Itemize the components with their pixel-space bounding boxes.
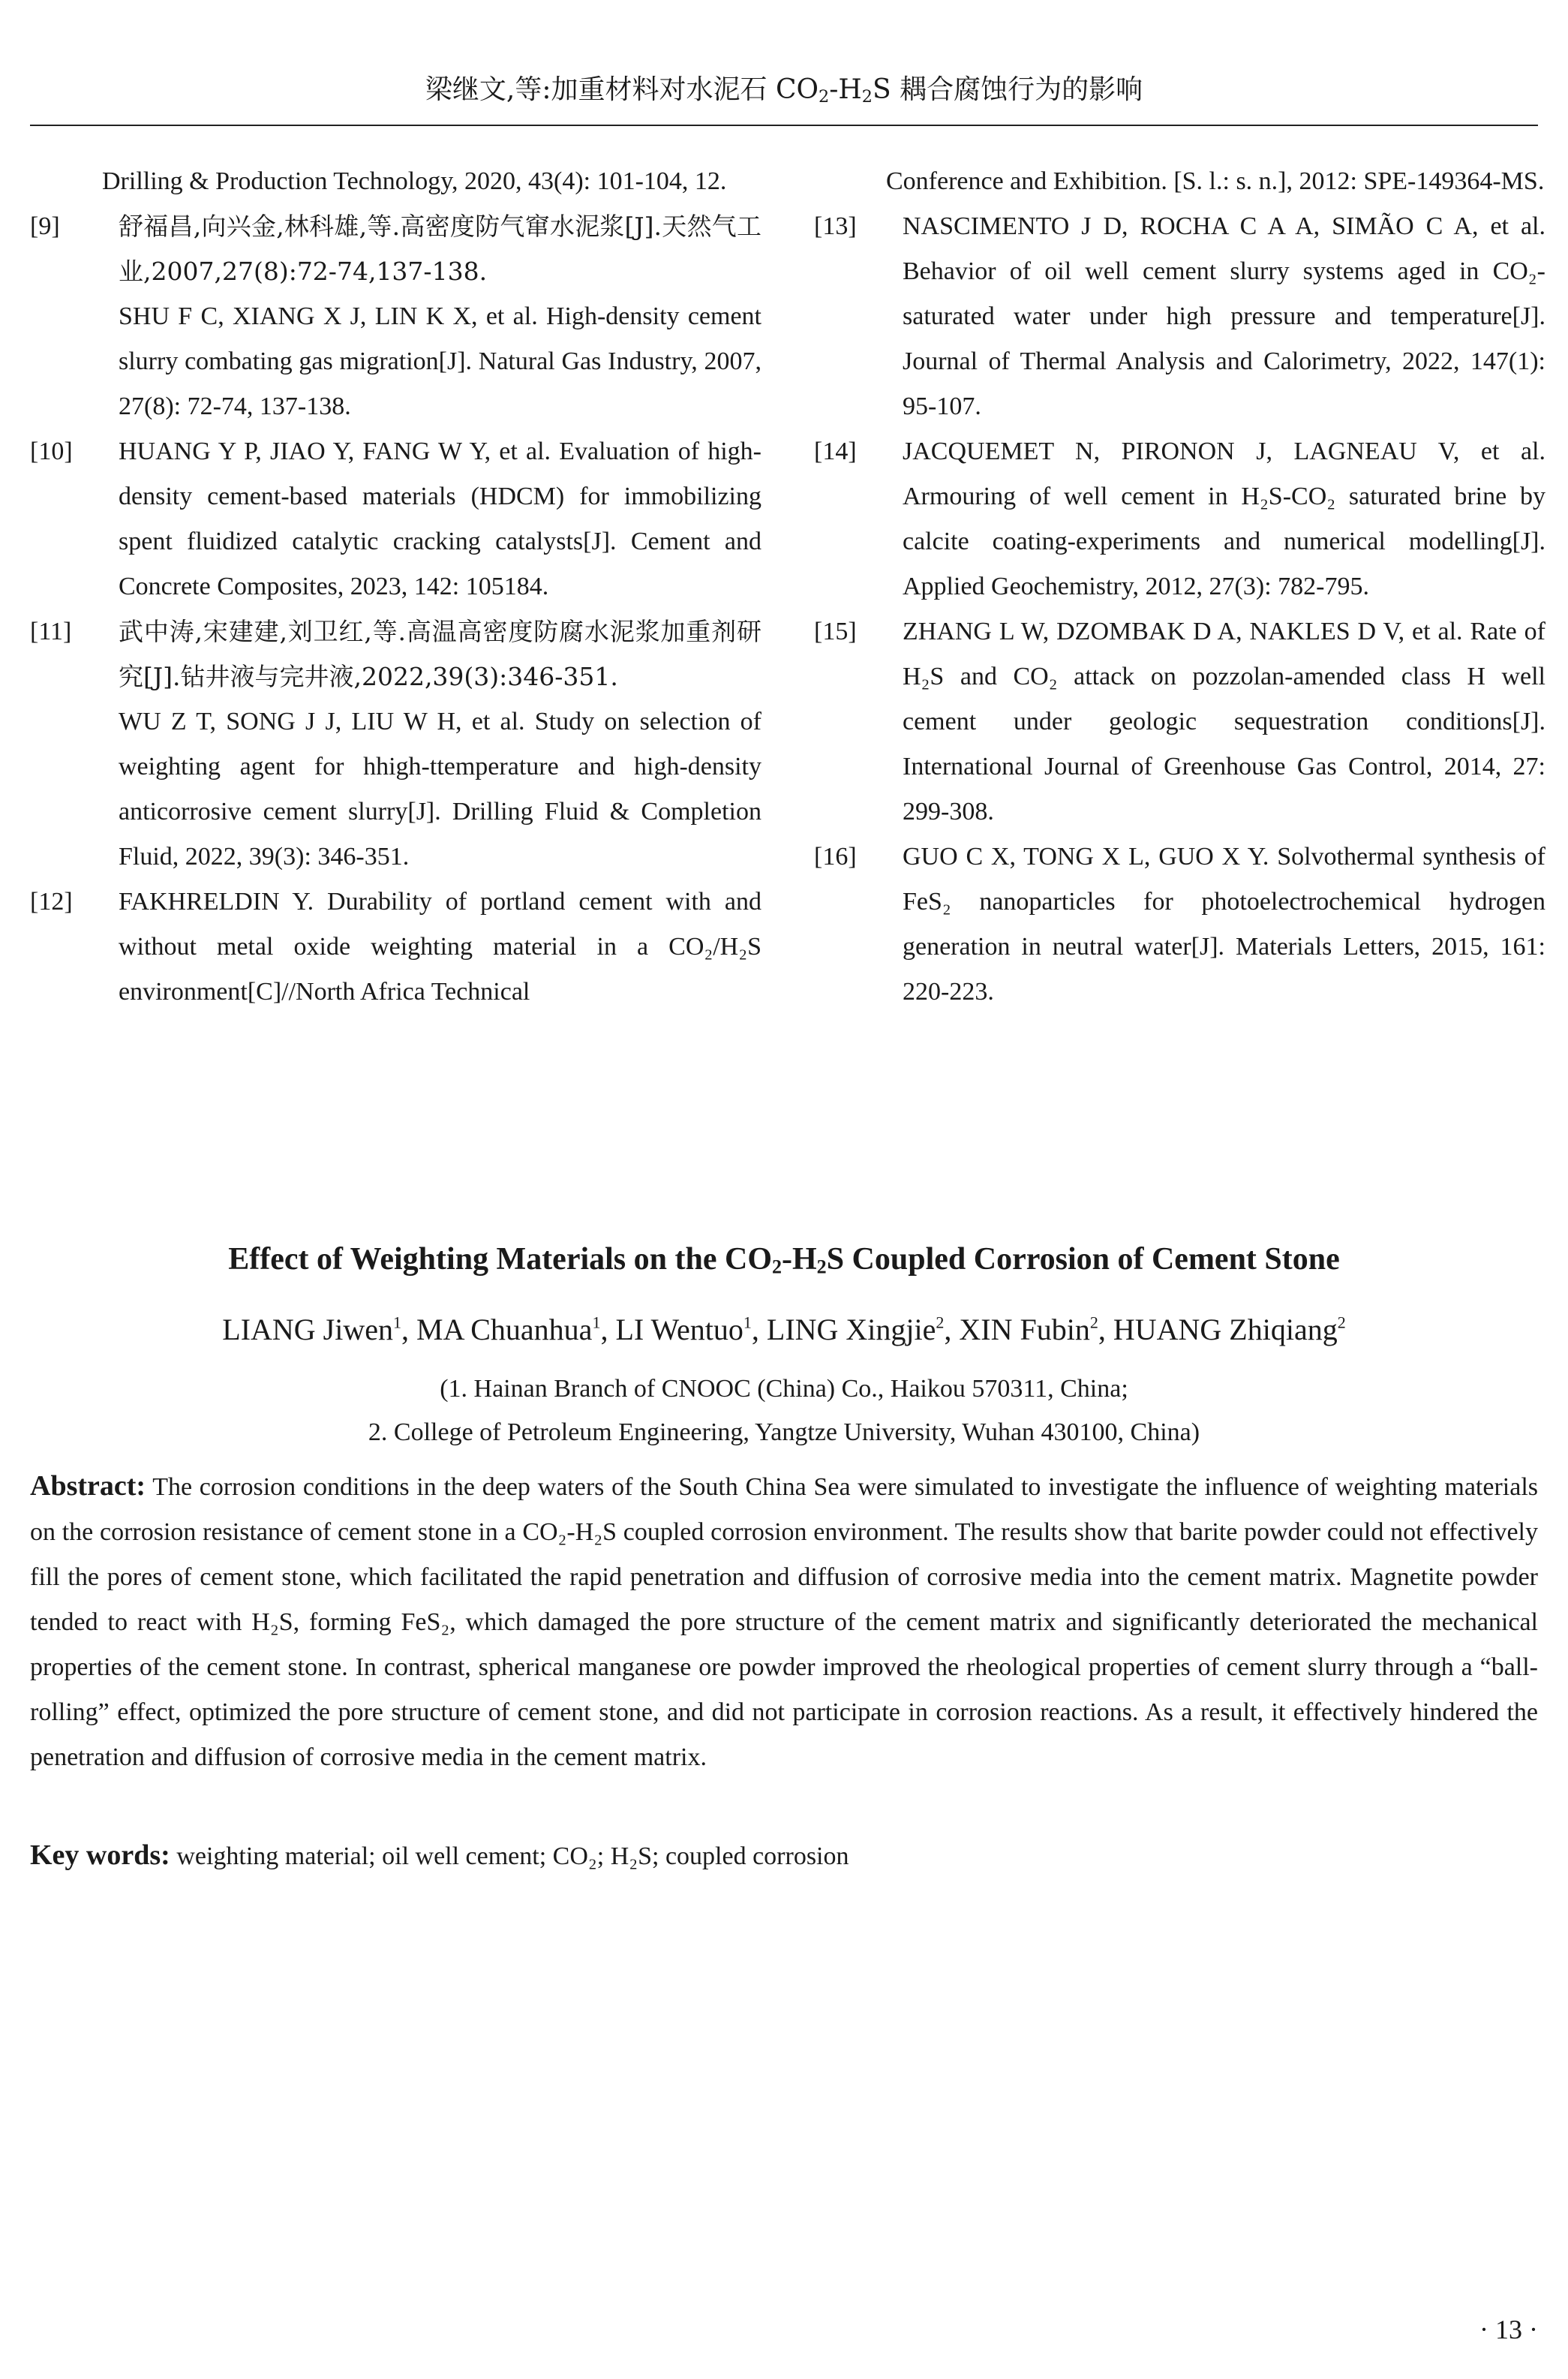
reference-number: [12]: [30, 888, 73, 916]
author: LI Wentuo$^1$: [615, 1313, 752, 1346]
reference-number: [13]: [814, 212, 857, 240]
reference-number: [11]: [30, 618, 72, 645]
author: XIN Fubin$^2$: [959, 1313, 1098, 1346]
running-header: 梁继文,等:加重材料对水泥石 $CO_2-H_2S$ 耦合腐蚀行为的影响: [425, 74, 1143, 107]
author-list: LIANG Jiwen$^1$, MA Chuanhua$^1$, LI Wentuo$^1$, LING Xingjie$^2$, XIN Fubin$^2$, HUANG Zhiqiang$^2$: [222, 1313, 1346, 1346]
reference-item: [814, 204, 1545, 429]
affiliations: [30, 1367, 1538, 1454]
author: MA Chuanhua$^1$: [416, 1313, 601, 1346]
keywords: [30, 1833, 1538, 1879]
reference-number: [10]: [30, 438, 73, 465]
reference-text: 舒福昌,向兴金,林科雄,等.高密度防气窜水泥浆[J].天然气工业,2007,27(8):72-74,137-138.: [119, 212, 761, 286]
reference-item: [814, 609, 1545, 835]
abstract: [30, 1463, 1538, 1780]
reference-number: [16]: [814, 843, 857, 871]
affiliation-1: (1. Hainan Branch of CNOOC (China) Co., Haikou 570311, China;: [440, 1375, 1128, 1403]
references-left-column: [30, 159, 761, 1015]
reference-text: ZHANG L W, DZOMBAK D A, NAKLES D V, et al. Rate of H₂S and CO₂ attack on pozzolan-amended class H well cement under geologic sequestration conditions[J]. International Journal of Greenhouse Gas Control, 2014, 27: 299-308.: [903, 618, 1545, 826]
page-number: · 13 ·: [1479, 2314, 1538, 2344]
reference-text: NASCIMENTO J D, ROCHA C A A, SIMÃO C A, et al. Behavior of oil well cement slurry systems aged in CO₂-saturated water under high pressure and temperature[J]. Journal of Thermal Analysis and Calorimetry, 2022, 147(1): 95-107.: [903, 212, 1545, 420]
abstract-text: The corrosion conditions in the deep waters of the South China Sea were simulated to investigate the influence of weighting materials on the corrosion resistance of cement stone in a CO₂-H₂S coupled corrosion environment. The results show that barite powder could not effectively fill the pores of cement stone, which facilitated the rapid penetration and diffusion of corrosive media into the cement matrix. Magnetite powder tended to react with H₂S, forming FeS₂, which damaged the pore structure of the cement matrix and significantly deteriorated the mechanical properties of the cement stone. In contrast, spherical manganese ore powder improved the rheological properties of cement slurry through a “ball-rolling” effect, optimized the pore structure of cement stone, and did not participate in corrosion reactions. As a result, it effectively hindered the penetration and diffusion of corrosive media in the cement matrix.: [30, 1473, 1538, 1771]
reference-text: 武中涛,宋建建,刘卫红,等.高温高密度防腐水泥浆加重剂研究[J].钻井液与完井液,2022,39(3):346-351.: [119, 617, 761, 691]
keywords-label: Key words:: [30, 1839, 170, 1871]
abstract-label: Abstract:: [30, 1470, 146, 1502]
references-right-column: [814, 159, 1545, 1015]
keywords-text: weighting material; oil well cement; CO₂; H₂S; coupled corrosion: [176, 1842, 849, 1870]
reference-item: [30, 159, 761, 204]
author: LIANG Jiwen$^1$: [222, 1313, 401, 1346]
reference-text: WU Z T, SONG J J, LIU W H, et al. Study on selection of weighting agent for hhigh-ttemperature and high-density anticorrosive cement slurry[J]. Drilling Fluid & Completion Fluid, 2022, 39(3): 346-351.: [119, 708, 761, 871]
reference-item: [30, 880, 761, 1015]
reference-item: [30, 429, 761, 609]
reference-text: GUO C X, TONG X L, GUO X Y. Solvothermal synthesis of FeS₂ nanoparticles for photoelectrochemical hydrogen generation in neutral water[J]. Materials Letters, 2015, 161: 220-223.: [903, 843, 1545, 1006]
reference-number: [14]: [814, 438, 857, 465]
header-rule: [30, 125, 1538, 126]
reference-text: HUANG Y P, JIAO Y, FANG W Y, et al. Evaluation of high-density cement-based materials (HDCM) for immobilizing spent fluidized catalytic cracking catalysts[J]. Cement and Concrete Composites, 2023, 142: 105184.: [119, 438, 761, 600]
reference-item: [30, 609, 761, 880]
reference-text: Drilling & Production Technology, 2020, 43(4): 101-104, 12.: [102, 167, 727, 195]
reference-item: [814, 429, 1545, 609]
reference-text: Conference and Exhibition. [S. l.: s. n.], 2012: SPE-149364-MS.: [886, 167, 1545, 195]
reference-text: FAKHRELDIN Y. Durability of portland cement with and without metal oxide weighting material in a CO₂/H₂S environment[C]//North Africa Technical: [119, 888, 761, 1006]
affiliation-2: 2. College of Petroleum Engineering, Yangtze University, Wuhan 430100, China): [368, 1418, 1200, 1446]
reference-number: [15]: [814, 618, 857, 645]
author: HUANG Zhiqiang$^2$: [1113, 1313, 1346, 1346]
reference-item: [30, 204, 761, 429]
reference-number: [9]: [30, 212, 60, 240]
author: LING Xingjie$^2$: [766, 1313, 945, 1346]
paper-title: Effect of Weighting Materials on the $CO_2-H_2S$ Coupled Corrosion of Cement Stone: [228, 1242, 1340, 1278]
reference-item: [814, 159, 1545, 204]
reference-item: [814, 835, 1545, 1015]
reference-text: SHU F C, XIANG X J, LIN K X, et al. High-density cement slurry combating gas migration[J]. Natural Gas Industry, 2007, 27(8): 72-74, 137-138.: [119, 302, 761, 420]
reference-text: JACQUEMET N, PIRONON J, LAGNEAU V, et al. Armouring of well cement in H₂S-CO₂ saturated brine by calcite coating-experiments and numerical modelling[J]. Applied Geochemistry, 2012, 27(3): 782-795.: [903, 438, 1545, 600]
